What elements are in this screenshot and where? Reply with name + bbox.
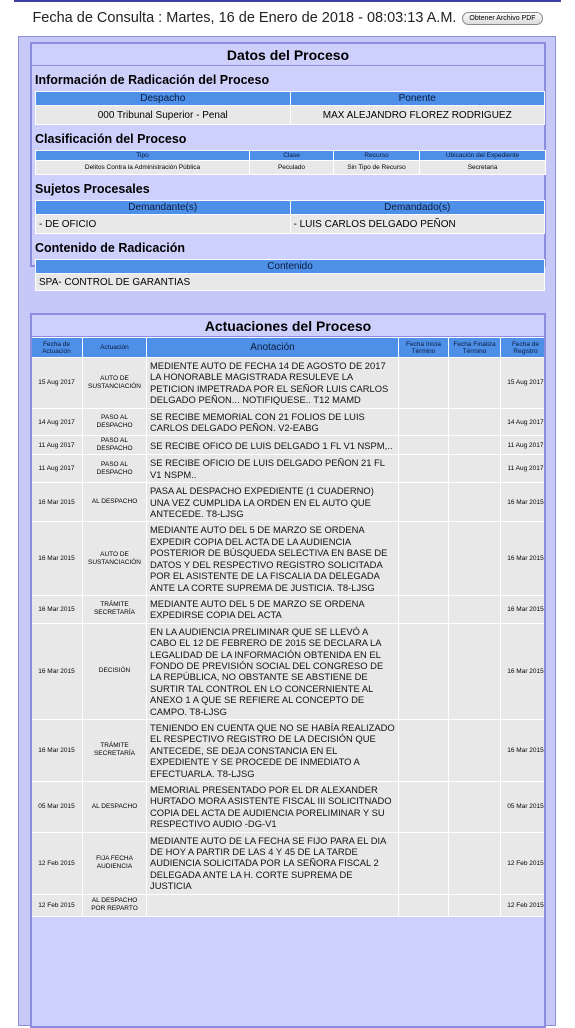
actuacion-cell: TRÁMITE SECRETARÍA — [83, 719, 147, 781]
fecha-cell: 16 Mar 2015 — [31, 483, 83, 522]
contenido-header: Contenido — [36, 260, 545, 274]
fecha-cell: 05 Mar 2015 — [31, 782, 83, 833]
contenido-value: SPA- CONTROL DE GARANTIAS — [36, 274, 545, 291]
table-row — [31, 455, 547, 483]
table-row — [31, 719, 547, 781]
contenido-section-title: Contenido de Radicación — [35, 241, 186, 255]
inicia-cell — [399, 595, 449, 623]
fecha-cell: 16 Mar 2015 — [31, 595, 83, 623]
finaliza-cell — [449, 522, 501, 595]
table-row — [31, 483, 547, 522]
recurso-header: Recurso — [334, 151, 420, 161]
finaliza-cell — [449, 358, 501, 409]
anotacion-cell: MEDIANTE AUTO DEL 5 DE MARZO SE ORDENA EXPEDIR COPIA DEL ACTA DE LA AUDIENCIA POSTERIOR DE BÚSQUEDA SELECTIVA EN BASE DE DATOS Y DEL RESPECTIVO REGISTRO SOLICITADA POR EL ASISTENTE DE LA FISCALIA DA DELEGADA ANTE LA CORTE SUPREMA DE JUSTICIA. T8-LJSG — [147, 522, 399, 595]
anotacion-cell: SE RECIBE OFICIO DE LUIS DELGADO PEÑON 21 FL V1 NSPM.. — [147, 455, 399, 483]
registro-cell: 11 Aug 2017 — [501, 436, 547, 455]
actuacion-cell: TRÁMITE SECRETARÍA — [83, 595, 147, 623]
table-row — [31, 832, 547, 894]
registro-cell: 16 Mar 2015 — [501, 719, 547, 781]
finaliza-cell — [449, 455, 501, 483]
fecha-cell: 16 Mar 2015 — [31, 522, 83, 595]
despacho-header: Despacho — [36, 92, 291, 106]
anotacion-cell: TENIENDO EN CUENTA QUE NO SE HABÍA REALIZADO EL RESPECTIVO REGISTRO DE LA DECISIÓN QUE ANTECEDE, SE DEJA CONSTANCIA EN EL EXPEDIENTE Y SE PROCEDE DE INMEDIATO A EFECTUARLA. T8-LJSG — [147, 719, 399, 781]
fecha-cell: 16 Mar 2015 — [31, 623, 83, 719]
registro-cell: 16 Mar 2015 — [501, 595, 547, 623]
finaliza-cell — [449, 832, 501, 894]
inicia-cell — [399, 483, 449, 522]
finaliza-cell — [449, 483, 501, 522]
table-row — [31, 894, 547, 916]
sujetos-table — [35, 200, 545, 234]
inicia-cell — [399, 455, 449, 483]
actuacion-cell: AL DESPACHO POR REPARTO — [83, 894, 147, 916]
fecha-registro-header: Fecha de Registro — [501, 338, 547, 358]
actuacion-cell: AL DESPACHO — [83, 483, 147, 522]
sujetos-section-title: Sujetos Procesales — [35, 182, 150, 196]
inicia-cell — [399, 832, 449, 894]
fecha-cell: 14 Aug 2017 — [31, 408, 83, 436]
finaliza-cell — [449, 894, 501, 916]
consulta-bar — [0, 0, 575, 36]
consulta-date-text: Fecha de Consulta : Martes, 16 de Enero de 2018 - 08:03:13 A.M. — [32, 10, 457, 26]
demandado-header: Demandado(s) — [290, 201, 545, 215]
fecha-inicia-header: Fecha Inicia Término — [399, 338, 449, 358]
ubicacion-header: Ubicación del Expediente — [420, 151, 546, 161]
registro-cell: 15 Aug 2017 — [501, 358, 547, 409]
main-container — [18, 36, 556, 1026]
fecha-cell: 16 Mar 2015 — [31, 719, 83, 781]
inicia-cell — [399, 623, 449, 719]
datos-proceso-panel — [30, 42, 546, 288]
inicia-cell — [399, 782, 449, 833]
registro-cell: 05 Mar 2015 — [501, 782, 547, 833]
table-row — [31, 782, 547, 833]
despacho-value: 000 Tribunal Superior - Penal — [36, 106, 291, 125]
anotacion-cell: MEMORIAL PRESENTADO POR EL DR ALEXANDER HURTADO MORA ASISTENTE FISCAL III SOLICITNADO COPIA DEL ACTA DE AUDIENCIA PORELIMINAR Y SU RESPECTIVO AUDIO -DG-V1 — [147, 782, 399, 833]
anotacion-cell: SE RECIBE OFICO DE LUIS DELGADO 1 FL V1 NSPM,.. — [147, 436, 399, 455]
anotacion-header: Anotación — [147, 338, 399, 358]
inicia-cell — [399, 894, 449, 916]
fecha-cell: 15 Aug 2017 — [31, 358, 83, 409]
ubicacion-value: Secretaria — [420, 161, 546, 175]
inicia-cell — [399, 408, 449, 436]
table-row — [31, 595, 547, 623]
demandado-value: - LUIS CARLOS DELGADO PEÑON — [290, 215, 545, 234]
inicia-cell — [399, 358, 449, 409]
clasificacion-table — [35, 150, 546, 175]
clasificacion-section-title: Clasificación del Proceso — [35, 132, 187, 146]
radicacion-table — [35, 91, 545, 125]
inicia-cell — [399, 436, 449, 455]
actuacion-cell: FIJA FECHA AUDIENCIA — [83, 832, 147, 894]
actuaciones-title: Actuaciones del Proceso — [32, 315, 544, 337]
registro-cell: 14 Aug 2017 — [501, 408, 547, 436]
fecha-cell: 11 Aug 2017 — [31, 455, 83, 483]
anotacion-cell — [147, 894, 399, 916]
actuacion-cell: AL DESPACHO — [83, 782, 147, 833]
get-pdf-button[interactable]: Obtener Archivo PDF — [462, 12, 542, 25]
tipo-value: Delitos Contra la Administración Pública — [36, 161, 250, 175]
tipo-header: Tipo — [36, 151, 250, 161]
registro-cell: 12 Feb 2015 — [501, 894, 547, 916]
actuaciones-body — [31, 358, 547, 917]
demandante-value: - DE OFICIO — [36, 215, 291, 234]
demandante-header: Demandante(s) — [36, 201, 291, 215]
fecha-finaliza-header: Fecha Finaliza Término — [449, 338, 501, 358]
fecha-actuacion-header: Fecha de Actuación — [31, 338, 83, 358]
registro-cell: 16 Mar 2015 — [501, 522, 547, 595]
radicacion-section-title: Información de Radicación del Proceso — [35, 73, 270, 87]
anotacion-cell: EN LA AUDIENCIA PRELIMINAR QUE SE LLEVÓ A CABO EL 12 DE FEBRERO DE 2015 SE DECLARA LA LEGALIDAD DE LA INFORMACIÓN OBTENIDA EN EL FONDO DE PREVISIÓN SOCIAL DEL CONGRESO DE LA REPÚBLICA, NO OBSTANTE SE ABSTIENE DE SURTIR TAL CONTROL EN LO CONCERNIENTE AL ANEXO 1 A QUE SE REFIERE AL CONCEPTO DE CAMPO. T8-LJSG — [147, 623, 399, 719]
anotacion-cell: SE RECIBE MEMORIAL CON 21 FOLIOS DE LUIS CARLOS DELGADO PEÑON. V2-EABG — [147, 408, 399, 436]
fecha-cell: 12 Feb 2015 — [31, 832, 83, 894]
inicia-cell — [399, 719, 449, 781]
actuacion-header: Actuación — [83, 338, 147, 358]
actuacion-cell: PASO AL DESPACHO — [83, 436, 147, 455]
recurso-value: Sin Tipo de Recurso — [334, 161, 420, 175]
registro-cell: 16 Mar 2015 — [501, 483, 547, 522]
anotacion-cell: MEDIANTE AUTO DEL 5 DE MARZO SE ORDENA EXPEDIRSE COPIA DEL ACTA — [147, 595, 399, 623]
finaliza-cell — [449, 782, 501, 833]
actuaciones-panel — [30, 313, 546, 1028]
table-row — [31, 436, 547, 455]
actuacion-cell: PASO AL DESPACHO — [83, 408, 147, 436]
anotacion-cell: PASA AL DESPACHO EXPEDIENTE (1 CUADERNO) UNA VEZ CUMPLIDA LA ORDEN EN EL AUTO QUE ANTECEDE. T8-LJSG — [147, 483, 399, 522]
finaliza-cell — [449, 595, 501, 623]
fecha-cell: 11 Aug 2017 — [31, 436, 83, 455]
anotacion-cell: MEDIENTE AUTO DE FECHA 14 DE AGOSTO DE 2017 LA HONORABLE MAGISTRADA RESULEVE LA PETICION IMPETRADA POR EL SEÑOR LUIS CARLOS DELGADO PEÑON... NOTIFIQUESE.. T12 MAMD — [147, 358, 399, 409]
table-row — [31, 358, 547, 409]
table-row — [31, 408, 547, 436]
registro-cell: 11 Aug 2017 — [501, 455, 547, 483]
fecha-cell: 12 Feb 2015 — [31, 894, 83, 916]
actuacion-cell: AUTO DE SUSTANCIACIÓN — [83, 522, 147, 595]
registro-cell: 16 Mar 2015 — [501, 623, 547, 719]
clase-value: Peculado — [250, 161, 334, 175]
table-row — [31, 623, 547, 719]
actuacion-cell: PASO AL DESPACHO — [83, 455, 147, 483]
finaliza-cell — [449, 623, 501, 719]
ponente-header: Ponente — [290, 92, 545, 106]
finaliza-cell — [449, 719, 501, 781]
ponente-value: MAX ALEJANDRO FLOREZ RODRIGUEZ — [290, 106, 545, 125]
anotacion-cell: MEDIANTE AUTO DE LA FECHA SE FIJO PARA EL DIA DE HOY A PARTIR DE LAS 4 Y 45 DE LA TARDE AUDIENCIA SOLICITADA POR LA SEÑORA FISCAL 2 DELEGADA ANTE LA H. CORTE SUPREMA DE JUSTICIA — [147, 832, 399, 894]
clase-header: Clase — [250, 151, 334, 161]
inicia-cell — [399, 522, 449, 595]
actuaciones-table — [30, 337, 546, 917]
table-row — [31, 522, 547, 595]
actuacion-cell: AUTO DE SUSTANCIACIÓN — [83, 358, 147, 409]
datos-proceso-title: Datos del Proceso — [32, 44, 544, 66]
registro-cell: 12 Feb 2015 — [501, 832, 547, 894]
actuacion-cell: DECISIÓN — [83, 623, 147, 719]
finaliza-cell — [449, 408, 501, 436]
contenido-table — [35, 259, 545, 291]
finaliza-cell — [449, 436, 501, 455]
